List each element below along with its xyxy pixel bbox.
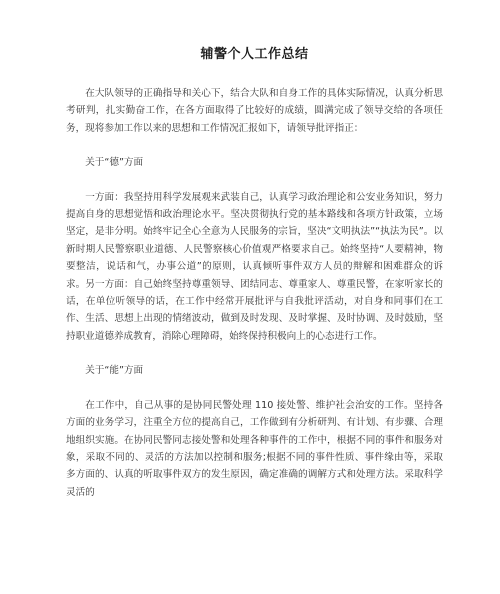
spacer bbox=[66, 345, 443, 362]
spacer bbox=[66, 380, 443, 397]
section-heading-de: 关于“德”方面 bbox=[85, 157, 144, 169]
spacer bbox=[66, 64, 443, 85]
section-body-neng: 在工作中，自己从事的是协同民警处理 110 接处警、维护社会治安的工作。坚持各方面的业务学习，注重全方位的提高自己，工作做到有分析研判、有计划、有步骤、合理地组织实施。在协同民警同志接处警和处理各种事件的工作中，根据不同的事件和服务对象，采取不同的、灵活的方法加以控制和服务;根据不同的事件性质、事件缘由等，采取多方面的、认真的听取事件双方的发生原因，确定准确的调解方式和处理方法。采取科学灵活的 bbox=[66, 399, 443, 498]
section-heading-neng: 关于“能”方面 bbox=[85, 365, 144, 377]
spacer bbox=[66, 137, 443, 154]
section-body-de: 一方面：我坚持用科学发展观来武装自己，认真学习政治理论和公安业务知识，努力提高自身的思想觉悟和政治理论水平。坚决贯彻执行党的基本路线和各项方针政策，立场坚定，是非分明。始终牢记全心全意为人民服务的宗旨，坚决“文明执法”“执法为民”。以新时期人民警察职业道德、人民警察核心价值观严格要求自己。始终坚持“人要精神，物要整洁，说话和气，办事公道”的原则，认真倾听事件双方人员的辩解和困难群众的诉求。另一方面：自己始终坚持尊重领导、团结同志、尊重家人、尊重民警，在家听家长的话，在单位听领导的话，在工作中经常开展批评与自我批评活动，对自身和同事们在工作、生活、思想上出现的情绪波动，做到及时发现、及时掌握、及时协调、及时鼓励，坚持职业道德养成教育，消除心理障碍，始终保持积极向上的心态进行工作。 bbox=[66, 191, 443, 342]
document-title: 辅警个人工作总结 bbox=[200, 47, 309, 62]
spacer bbox=[66, 172, 443, 189]
intro-paragraph: 在大队领导的正确指导和关心下，结合大队和自身工作的具体实际情况，认真分析思考研判，扎实勤奋工作，在各方面取得了比较好的成绩，圆满完成了领导交给的各项任务，现将参加工作以来的思想和工作情况汇报如下，请领导批评指正： bbox=[66, 88, 443, 134]
